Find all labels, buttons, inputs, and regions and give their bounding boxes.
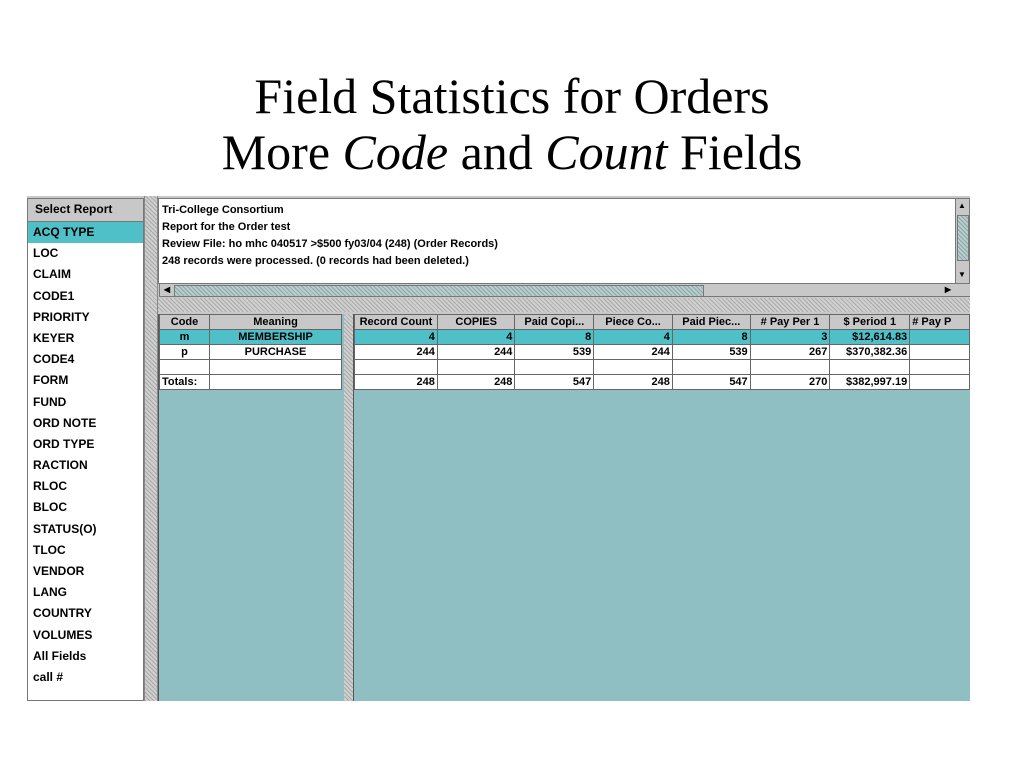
- report-list-item[interactable]: CLAIM: [33, 267, 71, 282]
- column-header[interactable]: $ Period 1: [830, 315, 910, 330]
- info-line: 248 records were processed. (0 records had been deleted.): [162, 255, 469, 267]
- slide-title-line1: Field Statistics for Orders: [254, 68, 770, 124]
- table-cell: [437, 360, 515, 375]
- slide-title: [0, 68, 1024, 180]
- table-cell: [672, 360, 750, 375]
- table-cell: 4: [437, 330, 515, 345]
- info-horizontal-scrollbar[interactable]: [159, 283, 970, 297]
- report-list-item[interactable]: ACQ TYPE: [28, 222, 143, 243]
- title-fields: Fields: [667, 124, 803, 180]
- column-header[interactable]: Meaning: [210, 315, 342, 330]
- report-list-item[interactable]: COUNTRY: [33, 606, 92, 621]
- info-line: Review File: ho mhc 040517 >$500 fy03/04 (248) (Order Records): [162, 238, 498, 250]
- report-list-item[interactable]: ORD NOTE: [33, 415, 97, 430]
- table-cell: [750, 360, 830, 375]
- column-header[interactable]: Code: [160, 315, 210, 330]
- report-list-item[interactable]: TLOC: [33, 542, 66, 557]
- column-header[interactable]: Piece Co...: [594, 315, 673, 330]
- totals-label: Totals:: [160, 375, 210, 390]
- vertical-split-handle[interactable]: [144, 196, 158, 701]
- report-list-item[interactable]: LANG: [33, 585, 67, 600]
- report-list-item[interactable]: VENDOR: [33, 564, 85, 578]
- select-report-header: Select Report: [28, 199, 143, 222]
- report-list-item[interactable]: RLOC: [33, 479, 67, 494]
- scroll-right-icon[interactable]: ▶: [944, 285, 952, 294]
- report-list-item[interactable]: RACTION: [33, 458, 88, 473]
- report-list-item[interactable]: VOLUMES: [33, 627, 93, 642]
- info-vertical-scroll-thumb[interactable]: [957, 215, 969, 261]
- report-list-item[interactable]: FUND: [33, 394, 67, 409]
- select-report-panel: [27, 198, 144, 701]
- report-list-item[interactable]: BLOC: [33, 500, 67, 515]
- table-cell: [210, 375, 342, 390]
- table-cell: 244: [437, 345, 515, 360]
- table-row[interactable]: [355, 345, 970, 360]
- table-cell: 244: [355, 345, 438, 360]
- table-row[interactable]: [160, 360, 342, 375]
- totals-row: [355, 375, 970, 390]
- table-cell: [210, 360, 342, 375]
- app-screenshot: [27, 196, 970, 701]
- info-horizontal-scroll-thumb[interactable]: [174, 285, 704, 297]
- grid-split-handle[interactable]: [344, 314, 353, 701]
- column-header[interactable]: Paid Copi...: [515, 315, 594, 330]
- scroll-left-icon[interactable]: ◀: [163, 285, 171, 294]
- table-cell: 539: [515, 345, 594, 360]
- totals-cell: 270: [750, 375, 830, 390]
- totals-cell: 248: [355, 375, 438, 390]
- table-cell: [910, 330, 970, 345]
- table-cell: 8: [672, 330, 750, 345]
- report-list-item[interactable]: FORM: [33, 373, 69, 388]
- table-cell: p: [160, 345, 210, 360]
- table-cell: m: [160, 330, 210, 345]
- totals-cell: [910, 375, 970, 390]
- report-list-item[interactable]: STATUS(O): [33, 521, 97, 536]
- table-cell: [515, 360, 594, 375]
- count-grid: [354, 314, 970, 390]
- totals-cell: $382,997.19: [830, 375, 910, 390]
- title-code: Code: [342, 124, 449, 180]
- report-list-item[interactable]: All Fields: [33, 648, 87, 663]
- table-cell: 4: [355, 330, 438, 345]
- code-grid-area: [158, 314, 344, 701]
- code-grid: [159, 314, 342, 390]
- table-cell: [910, 345, 970, 360]
- table-cell: $370,382.36: [830, 345, 910, 360]
- info-line: Tri-College Consortium: [162, 204, 284, 216]
- table-cell: [594, 360, 673, 375]
- report-list-item[interactable]: PRIORITY: [33, 309, 90, 324]
- table-cell: MEMBERSHIP: [210, 330, 342, 345]
- column-header[interactable]: Paid Piec...: [672, 315, 750, 330]
- table-cell: 3: [750, 330, 830, 345]
- column-header[interactable]: COPIES: [437, 315, 515, 330]
- report-list: [28, 222, 143, 688]
- table-row[interactable]: [355, 360, 970, 375]
- table-cell: 539: [672, 345, 750, 360]
- totals-row: [160, 375, 342, 390]
- totals-cell: 547: [515, 375, 594, 390]
- report-list-item[interactable]: call #: [33, 669, 64, 684]
- report-list-item[interactable]: CODE1: [33, 288, 75, 303]
- info-text: [159, 199, 969, 270]
- table-cell: $12,614.83: [830, 330, 910, 345]
- table-cell: [830, 360, 910, 375]
- report-list-item[interactable]: KEYER: [33, 330, 75, 345]
- table-cell: 267: [750, 345, 830, 360]
- report-list-item[interactable]: LOC: [33, 246, 59, 261]
- table-cell: [355, 360, 438, 375]
- table-cell: 8: [515, 330, 594, 345]
- table-cell: PURCHASE: [210, 345, 342, 360]
- table-row[interactable]: [160, 330, 342, 345]
- table-cell: 4: [594, 330, 673, 345]
- totals-cell: 248: [437, 375, 515, 390]
- table-row[interactable]: [355, 330, 970, 345]
- title-count: Count: [545, 124, 668, 180]
- table-cell: [160, 360, 210, 375]
- column-header[interactable]: # Pay P: [910, 315, 970, 330]
- report-list-item[interactable]: CODE4: [33, 352, 75, 367]
- title-more: More: [221, 124, 343, 180]
- column-header[interactable]: # Pay Per 1: [750, 315, 830, 330]
- slide-title-line2: [0, 124, 1024, 180]
- table-cell: 244: [594, 345, 673, 360]
- table-cell: [910, 360, 970, 375]
- column-header[interactable]: Record Count: [355, 315, 438, 330]
- scroll-up-icon[interactable]: ▲: [958, 201, 966, 210]
- title-and: and: [448, 124, 546, 180]
- scroll-down-icon[interactable]: ▼: [958, 270, 966, 279]
- horizontal-split-handle[interactable]: [158, 298, 970, 312]
- info-line: Report for the Order test: [162, 221, 291, 233]
- report-list-item[interactable]: ORD TYPE: [33, 436, 95, 451]
- info-panel: [158, 198, 970, 294]
- count-grid-area: [353, 314, 970, 701]
- totals-cell: 547: [672, 375, 750, 390]
- totals-cell: 248: [594, 375, 673, 390]
- info-vertical-scrollbar[interactable]: [955, 199, 969, 285]
- table-row[interactable]: [160, 345, 342, 360]
